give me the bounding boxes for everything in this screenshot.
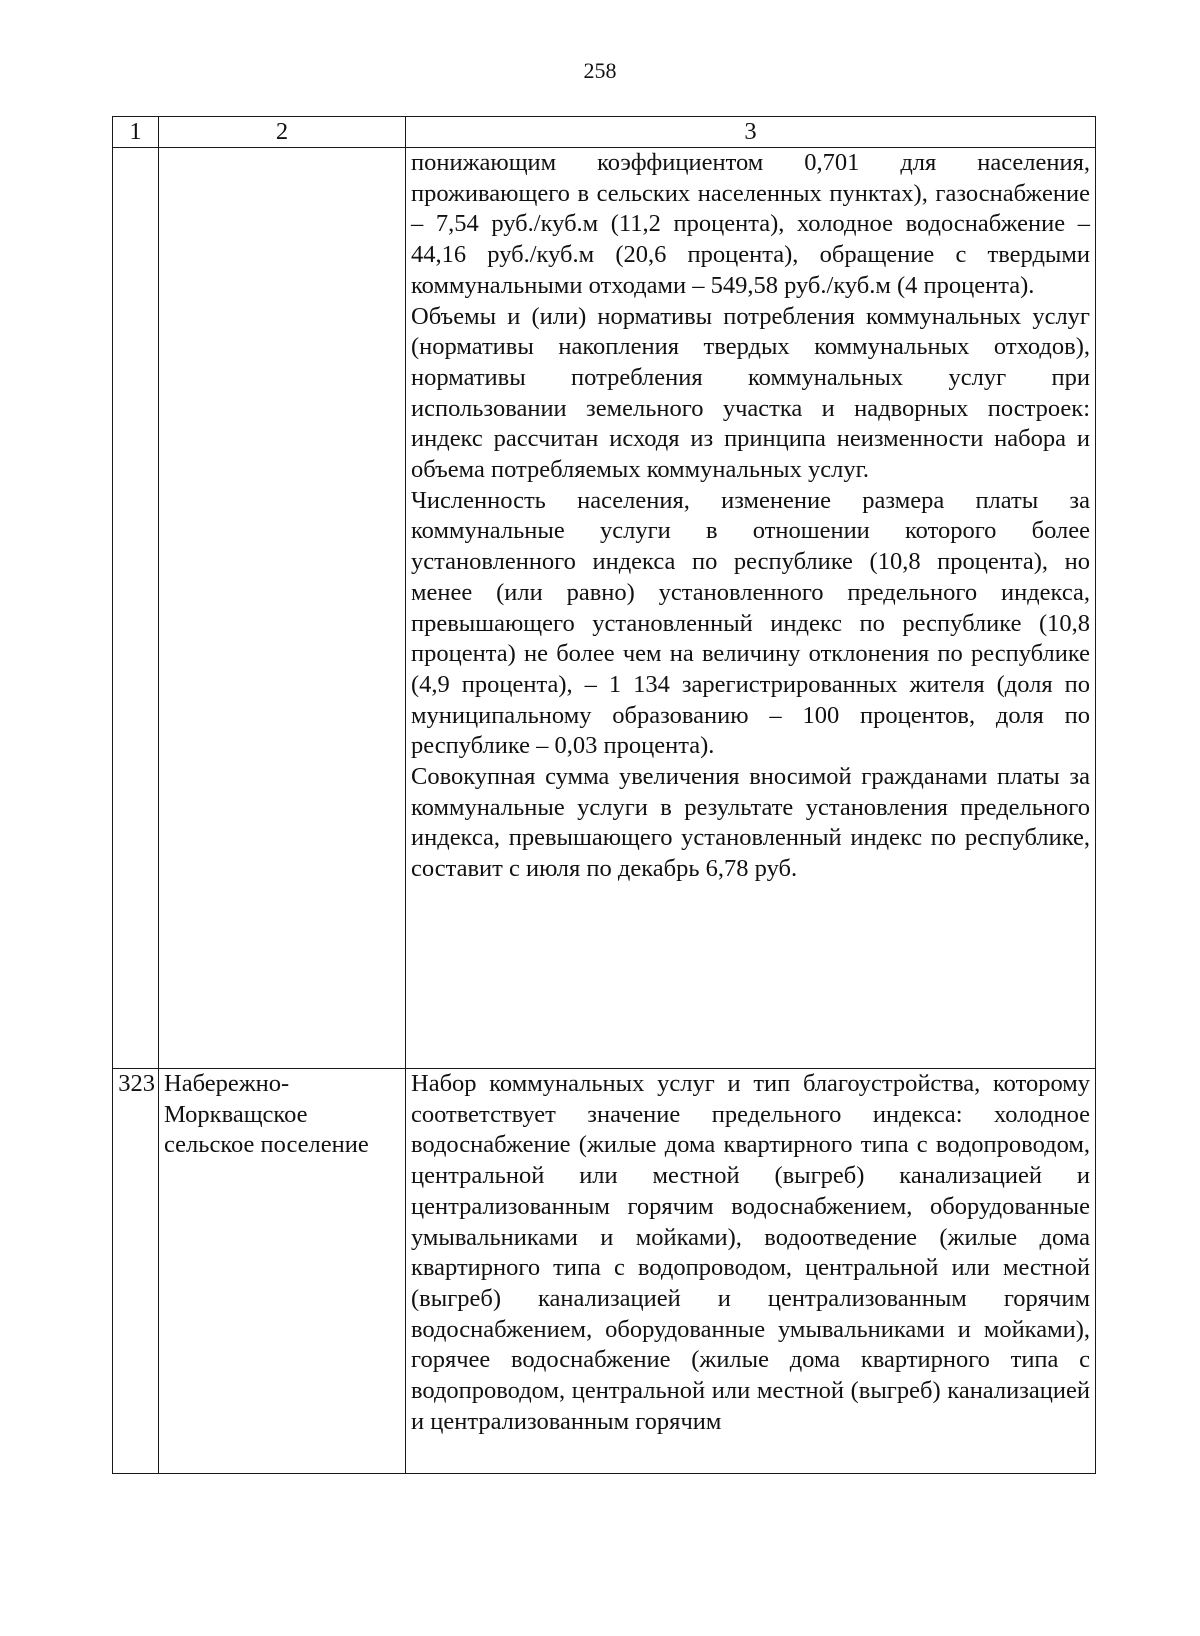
column-header-3: 3 (406, 117, 1096, 148)
row-number-cell: 323 (113, 1069, 159, 1474)
description-paragraph: Совокупная сумма увеличения вносимой гражданами платы за коммунальные услуги в результате установления предельного индекса, превышающего установленный индекс по республике, составит с июля по декабрь 6,78 руб. (411, 763, 1090, 883)
municipality-name-cell: Набережно-Моркващское сельское поселение (159, 1069, 406, 1474)
description-paragraph: понижающим коэффициентом 0,701 для населения, проживающего в сельских населенных пунктах), газоснабжение – 7,54 руб./куб.м (11,2 процента), холодное водоснабжение – 44,16 руб./куб.м (20,6 процента), обращение с твердыми коммунальными отходами – 549,58 руб./куб.м (4 процента). (411, 149, 1090, 299)
column-header-1: 1 (113, 117, 159, 148)
municipality-name-cell (159, 148, 406, 1069)
table-row (113, 148, 1096, 1069)
column-header-2: 2 (159, 117, 406, 148)
row-number-cell (113, 148, 159, 1069)
description-paragraph: Объемы и (или) нормативы потребления коммунальных услуг (нормативы накопления твердых коммунальных отходов), нормативы потребления коммунальных услуг при использовании земельного участка и надворных построек: индекс рассчитан исходя из принципа неизменности набора и объема потребляемых коммунальных услуг. (411, 302, 1090, 484)
table-header-row (113, 117, 1096, 148)
data-table (112, 116, 1096, 1474)
description-paragraph: Численность населения, изменение размера платы за коммунальные услуги в отношении которого более установленного индекса по республике (10,8 процента), но менее (или равно) установленного предельного индекса, превышающего установленный индекс по республике (10,8 процента) не более чем на величину отклонения по республике (4,9 процента), – 1 134 зарегистрированных жителя (доля по муниципальному образованию – 100 процентов, доля по республике – 0,03 процента). (411, 486, 1090, 760)
description-paragraph: Набор коммунальных услуг и тип благоустройства, которому соответствует значение предельного индекса: холодное водоснабжение (жилые дома квартирного типа с водопроводом, центральной или местной (выгреб) канализацией и централизованным горячим водоснабжением, оборудованные умывальниками и мойками), водоотведение (жилые дома квартирного типа с водопроводом, центральной или местной (выгреб) канализацией и централизованным горячим водоснабжением, оборудованные умывальниками и мойками), горячее водоснабжение (жилые дома квартирного типа с водопроводом, центральной или местной (выгреб) канализацией и централизованным горячим (411, 1070, 1090, 1435)
description-cell (406, 1069, 1096, 1474)
page-number: 258 (583, 58, 617, 83)
description-cell (406, 148, 1096, 1069)
table-row (113, 1069, 1096, 1474)
